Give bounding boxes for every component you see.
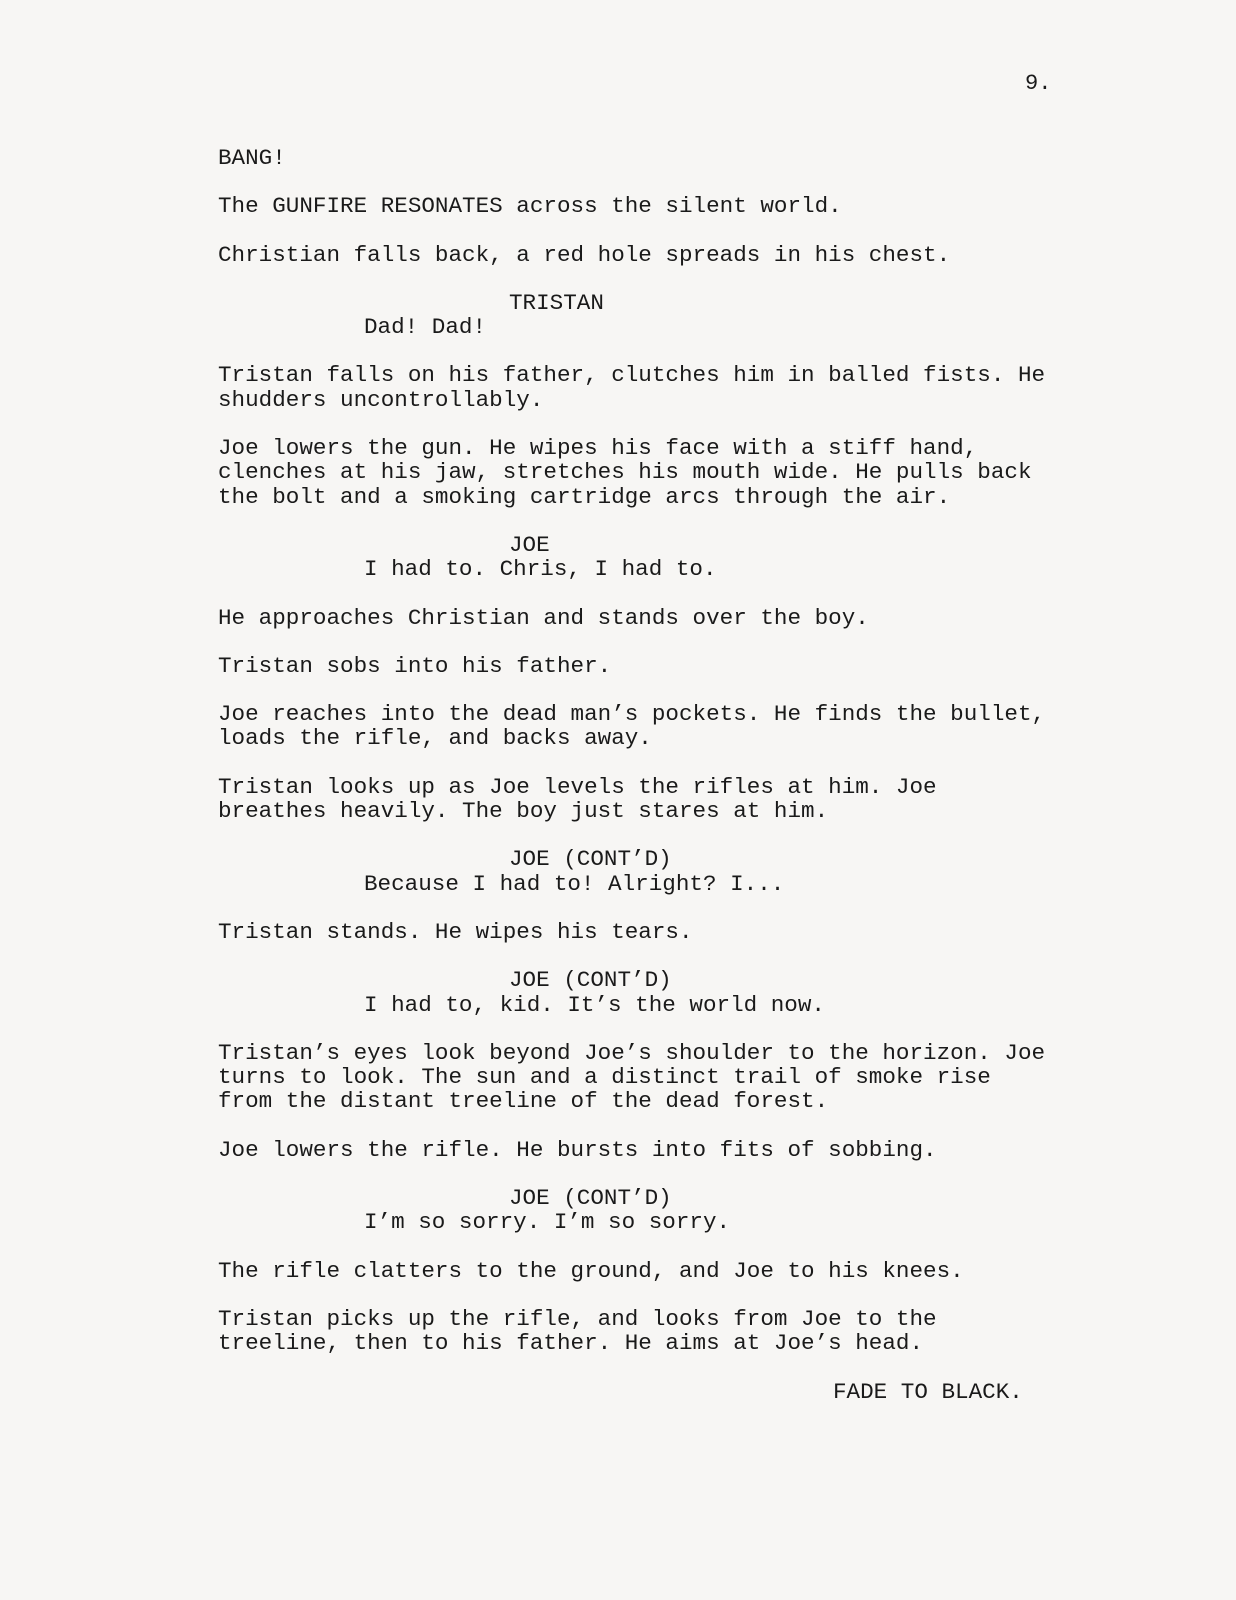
page-number: 9.	[1025, 71, 1052, 96]
action-line: Tristan sobs into his father.	[218, 652, 612, 679]
action-line: The rifle clatters to the ground, and Joe to his knees.	[218, 1257, 964, 1284]
action-line: Christian falls back, a red hole spreads in his chest.	[218, 241, 951, 268]
dialogue-line: Dad! Dad!	[364, 314, 487, 341]
action-line: BANG!	[218, 145, 286, 171]
character-name: JOE (CONT’D)	[509, 967, 672, 994]
character-name: JOE	[509, 531, 550, 558]
action-line: Tristan falls on his father, clutches him in balled fists. He shudders uncontrollably.	[218, 362, 1046, 413]
character-name: JOE (CONT’D)	[509, 1185, 672, 1212]
character-name: TRISTAN	[509, 289, 604, 316]
action-line: The GUNFIRE RESONATES across the silent world.	[218, 193, 842, 220]
dialogue-line: I had to. Chris, I had to.	[364, 556, 717, 583]
dialogue-line: I’m so sorry. I’m so sorry.	[364, 1209, 731, 1236]
dialogue-line: Because I had to! Alright? I...	[364, 870, 785, 897]
action-line: Joe reaches into the dead man’s pockets. He finds the bullet, loads the rifle, and backs away.	[218, 701, 1046, 752]
dialogue-line: I had to, kid. It’s the world now.	[364, 991, 825, 1018]
screenplay-body	[0, 146, 1236, 1404]
action-line: He approaches Christian and stands over the boy.	[218, 604, 869, 631]
transition-line: FADE TO BLACK.	[833, 1378, 1023, 1405]
action-line: Joe lowers the rifle. He bursts into fits of sobbing.	[218, 1136, 937, 1163]
action-line: Tristan looks up as Joe levels the rifles at him. Joe breathes heavily. The boy just stares at him.	[218, 773, 937, 825]
action-line: Tristan stands. He wipes his tears.	[218, 918, 693, 945]
action-line: Tristan picks up the rifle, and looks from Joe to the treeline, then to his father. He aims at Joe’s head.	[218, 1305, 937, 1357]
action-line: Tristan’s eyes look beyond Joe’s shoulder to the horizon. Joe turns to look. The sun and a distinct trail of smoke rise from the distant treeline of the dead forest.	[218, 1039, 1046, 1115]
action-line: Joe lowers the gun. He wipes his face with a stiff hand, clenches at his jaw, stretches his mouth wide. He pulls back the bolt and a smoking cartridge arcs through the air.	[218, 435, 1032, 510]
character-name: JOE (CONT’D)	[509, 846, 672, 873]
